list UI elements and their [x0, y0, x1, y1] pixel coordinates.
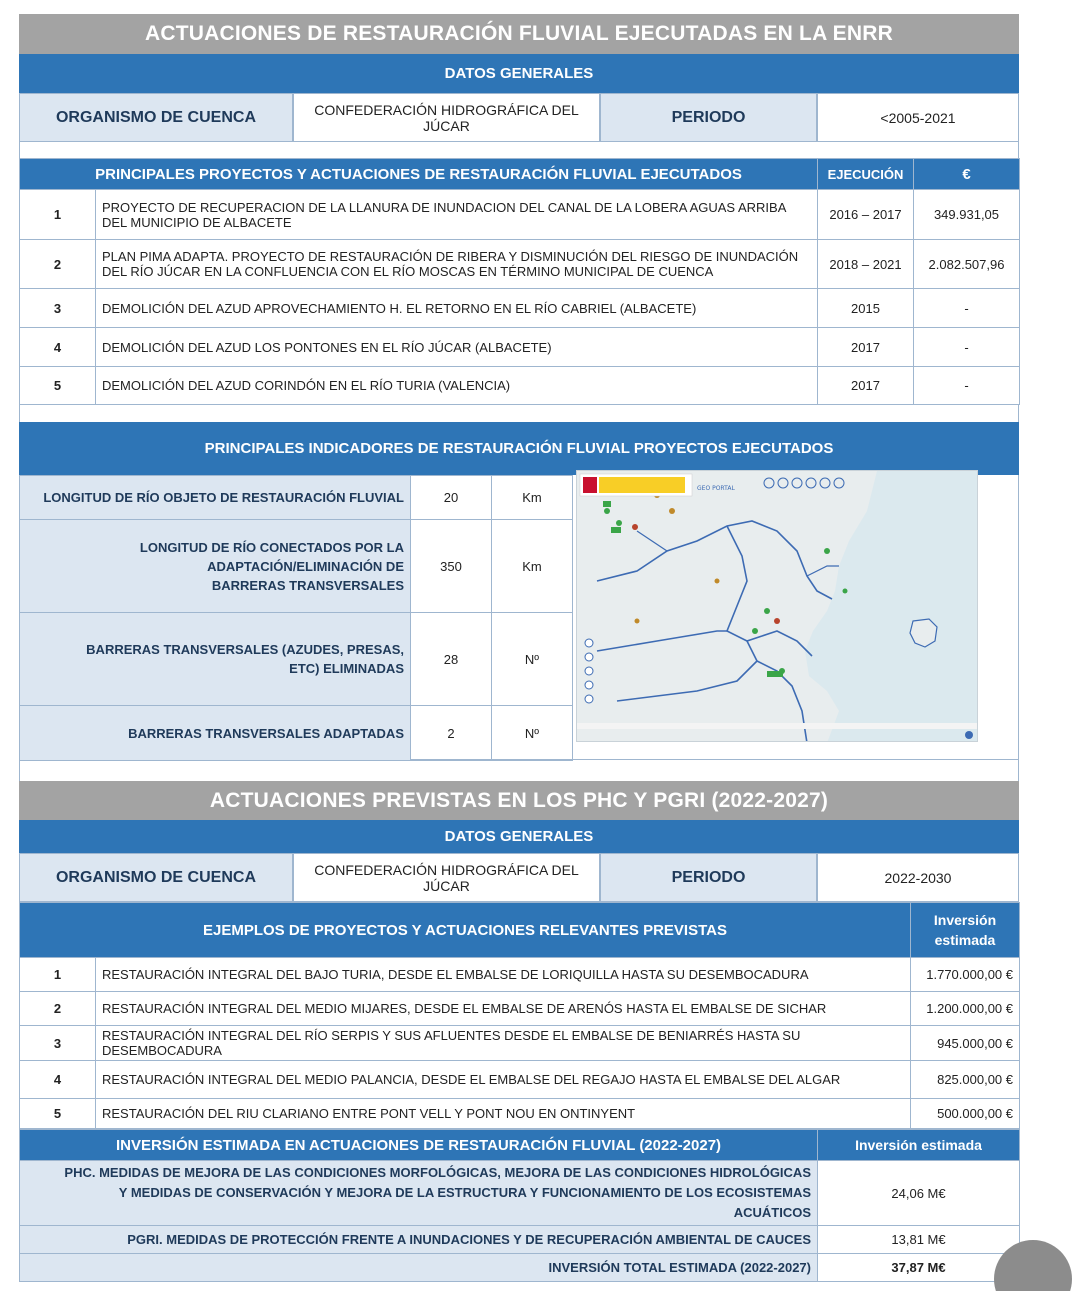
- indicator-unit: Nº: [492, 706, 573, 761]
- indicator-unit: Km: [492, 520, 573, 613]
- spacer: [19, 405, 1019, 422]
- project-ejecucion: 2018 – 2021: [818, 240, 914, 289]
- row-number: 5: [20, 367, 96, 405]
- table-row: [20, 367, 1020, 405]
- row-number: 5: [20, 1099, 96, 1129]
- investment-table: [19, 1129, 1020, 1282]
- indicators-table: [19, 475, 573, 761]
- investment-header: INVERSIÓN ESTIMADA EN ACTUACIONES DE RESTAURACIÓN FLUVIAL (2022-2027): [20, 1130, 818, 1161]
- example-text: RESTAURACIÓN INTEGRAL DEL BAJO TURIA, DESDE EL EMBALSE DE LORIQUILLA HASTA SU DESEMBOCADURA: [96, 958, 911, 992]
- table-row: [20, 613, 573, 706]
- table-row: [20, 1061, 1020, 1099]
- indicator-value: 350: [411, 520, 492, 613]
- periodo-value: 2022-2030: [817, 853, 1019, 902]
- map-graphic: [577, 471, 978, 742]
- project-ejecucion: 2017: [818, 367, 914, 405]
- example-euros: 1.770.000,00 €: [911, 958, 1020, 992]
- indicator-label: BARRERAS TRANSVERSALES (AZUDES, PRESAS, ETC) ELIMINADAS: [20, 613, 411, 706]
- example-euros: 945.000,00 €: [911, 1026, 1020, 1061]
- table-row: [20, 476, 573, 520]
- example-text: RESTAURACIÓN INTEGRAL DEL MEDIO MIJARES, DESDE EL EMBALSE DE ARENÓS HASTA EL EMBALSE DE SICHAR: [96, 992, 911, 1026]
- spacer: [19, 142, 1019, 158]
- inversion-header: Inversión estimada: [911, 903, 1020, 958]
- geoportal-label: GEO PORTAL: [697, 485, 735, 492]
- periodo-label: PERIODO: [600, 853, 817, 902]
- row-number: 2: [20, 240, 96, 289]
- project-text: DEMOLICIÓN DEL AZUD CORINDÓN EN EL RÍO TURIA (VALENCIA): [96, 367, 818, 405]
- section2-general-row: [19, 853, 1019, 902]
- projects-table: [19, 158, 1020, 405]
- indicator-value: 2: [411, 706, 492, 761]
- row-number: 1: [20, 958, 96, 992]
- examples-header: EJEMPLOS DE PROYECTOS Y ACTUACIONES RELEVANTES PREVISTAS: [20, 903, 911, 958]
- example-text: RESTAURACIÓN INTEGRAL DEL RÍO SERPIS Y SUS AFLUENTES DESDE EL EMBALSE DE BENIARRÉS HASTA SU DESEMBOCADURA: [96, 1026, 911, 1061]
- spacer: [19, 760, 1019, 781]
- row-number: 3: [20, 1026, 96, 1061]
- total-label: INVERSIÓN TOTAL ESTIMADA (2022-2027): [20, 1254, 818, 1282]
- table-row: [20, 190, 1020, 240]
- section2-title: ACTUACIONES PREVISTAS EN LOS PHC Y PGRI (2022-2027): [19, 781, 1019, 820]
- examples-table: [19, 902, 1020, 1129]
- table-row: [20, 958, 1020, 992]
- section1-title: ACTUACIONES DE RESTAURACIÓN FLUVIAL EJECUTADAS EN LA ENRR: [19, 14, 1019, 54]
- organismo-label: ORGANISMO DE CUENCA: [19, 93, 293, 142]
- investment-col-header: Inversión estimada: [818, 1130, 1020, 1161]
- example-text: RESTAURACIÓN INTEGRAL DEL MEDIO PALANCIA, DESDE EL EMBALSE DEL REGAJO HASTA EL EMBALSE DEL ALGAR: [96, 1061, 911, 1099]
- project-text: DEMOLICIÓN DEL AZUD LOS PONTONES EN EL RÍO JÚCAR (ALBACETE): [96, 328, 818, 367]
- projects-header: PRINCIPALES PROYECTOS Y ACTUACIONES DE RESTAURACIÓN FLUVIAL EJECUTADOS: [20, 159, 818, 190]
- section1-general-row: [19, 93, 1019, 142]
- table-row: [20, 992, 1020, 1026]
- table-row: [20, 706, 573, 761]
- row-number: 2: [20, 992, 96, 1026]
- indicator-value: 28: [411, 613, 492, 706]
- project-text: DEMOLICIÓN DEL AZUD APROVECHAMIENTO H. EL RETORNO EN EL RÍO CABRIEL (ALBACETE): [96, 289, 818, 328]
- table-row: [20, 1026, 1020, 1061]
- indicator-label: BARRERAS TRANSVERSALES ADAPTADAS: [20, 706, 411, 761]
- table-row: [20, 1161, 1020, 1226]
- investment-value: 13,81 M€: [818, 1226, 1020, 1254]
- row-number: 1: [20, 190, 96, 240]
- indicator-label: LONGITUD DE RÍO CONECTADOS POR LA ADAPTACIÓN/ELIMINACIÓN DE BARRERAS TRANSVERSALES: [20, 520, 411, 613]
- table-row: [20, 1226, 1020, 1254]
- project-euros: 2.082.507,96: [914, 240, 1020, 289]
- table-row: [20, 1099, 1020, 1129]
- total-value: 37,87 M€: [818, 1254, 1020, 1282]
- row-number: 4: [20, 328, 96, 367]
- periodo-value: <2005-2021: [817, 93, 1019, 142]
- example-euros: 825.000,00 €: [911, 1061, 1020, 1099]
- project-euros: -: [914, 289, 1020, 328]
- project-euros: -: [914, 328, 1020, 367]
- table-row: [20, 289, 1020, 328]
- indicator-unit: Km: [492, 476, 573, 520]
- euro-header: €: [914, 159, 1020, 190]
- project-euros: 349.931,05: [914, 190, 1020, 240]
- section1-general-header: DATOS GENERALES: [19, 54, 1019, 93]
- periodo-label: PERIODO: [600, 93, 817, 142]
- project-ejecucion: 2017: [818, 328, 914, 367]
- indicator-value: 20: [411, 476, 492, 520]
- organismo-label: ORGANISMO DE CUENCA: [19, 853, 293, 902]
- example-euros: 1.200.000,00 €: [911, 992, 1020, 1026]
- table-row: [20, 240, 1020, 289]
- investment-value: 24,06 M€: [818, 1161, 1020, 1226]
- project-ejecucion: 2015: [818, 289, 914, 328]
- table-row: [20, 520, 573, 613]
- organismo-value: CONFEDERACIÓN HIDROGRÁFICA DEL JÚCAR: [293, 853, 600, 902]
- section2-general-header: DATOS GENERALES: [19, 820, 1019, 853]
- project-text: PROYECTO DE RECUPERACION DE LA LLANURA DE INUNDACION DEL CANAL DE LA LOBERA AGUAS ARRIBA DEL MUNICIPIO DE ALBACETE: [96, 190, 818, 240]
- project-euros: -: [914, 367, 1020, 405]
- table-row: [20, 1254, 1020, 1282]
- row-number: 3: [20, 289, 96, 328]
- indicators-header: PRINCIPALES INDICADORES DE RESTAURACIÓN FLUVIAL PROYECTOS EJECUTADOS: [19, 422, 1019, 475]
- table-row: [20, 328, 1020, 367]
- example-text: RESTAURACIÓN DEL RIU CLARIANO ENTRE PONT VELL Y PONT NOU EN ONTINYENT: [96, 1099, 911, 1129]
- project-ejecucion: 2016 – 2017: [818, 190, 914, 240]
- organismo-value: CONFEDERACIÓN HIDROGRÁFICA DEL JÚCAR: [293, 93, 600, 142]
- project-text: PLAN PIMA ADAPTA. PROYECTO DE RESTAURACIÓN DE RIBERA Y DISMINUCIÓN DEL RIESGO DE INUNDACIÓN DEL RÍO JÚCAR EN LA CONFLUENCIA CON EL RÍO MOSCAS EN TÉRMINO MUNICIPAL DE CUENCA: [96, 240, 818, 289]
- investment-label: PGRI. MEDIDAS DE PROTECCIÓN FRENTE A INUNDACIONES Y DE RECUPERACIÓN AMBIENTAL DE CAUCES: [20, 1226, 818, 1254]
- row-number: 4: [20, 1061, 96, 1099]
- indicator-unit: Nº: [492, 613, 573, 706]
- ejecucion-header: EJECUCIÓN: [818, 159, 914, 190]
- example-euros: 500.000,00 €: [911, 1099, 1020, 1129]
- indicator-label: LONGITUD DE RÍO OBJETO DE RESTAURACIÓN FLUVIAL: [20, 476, 411, 520]
- investment-label: PHC. MEDIDAS DE MEJORA DE LAS CONDICIONES MORFOLÓGICAS, MEJORA DE LAS CONDICIONES HIDROLÓGICAS Y MEDIDAS DE CONSERVACIÓN Y MEJORA DE LA ESTRUCTURA Y FUNCIONAMIENTO DE LOS ECOSISTEMAS ACUÁTICOS: [20, 1161, 818, 1226]
- basin-map: [576, 470, 978, 742]
